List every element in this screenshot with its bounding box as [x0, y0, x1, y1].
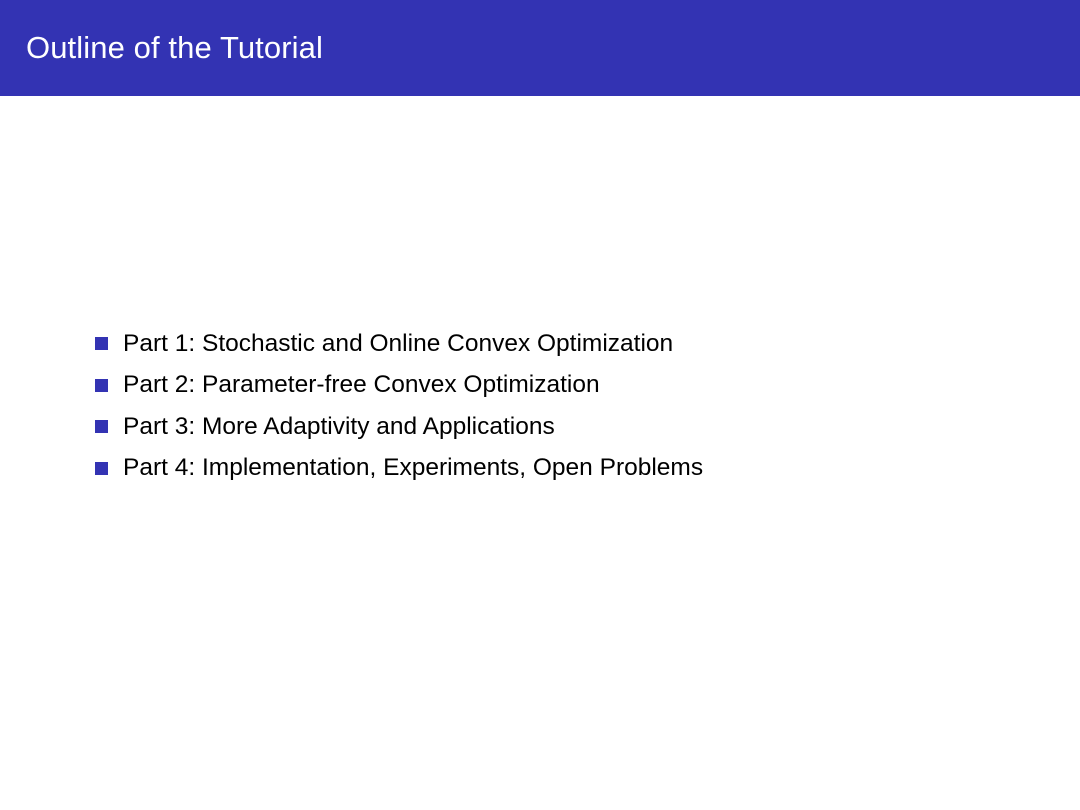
slide-title: Outline of the Tutorial — [26, 30, 323, 65]
outline-item-part-4 — [95, 448, 703, 490]
square-bullet-icon — [95, 337, 108, 350]
outline-item-label: Part 3: More Adaptivity and Applications — [123, 412, 555, 440]
title-bar — [0, 0, 1080, 96]
outline-item-label: Part 2: Parameter-free Convex Optimization — [123, 371, 600, 399]
square-bullet-icon — [95, 420, 108, 433]
outline-item-part-2 — [95, 365, 703, 407]
square-bullet-icon — [95, 462, 108, 475]
outline-item-label: Part 1: Stochastic and Online Convex Optimization — [123, 329, 674, 357]
outline-item-label: Part 4: Implementation, Experiments, Open Problems — [123, 454, 704, 482]
outline-list — [95, 323, 703, 489]
outline-item-part-1 — [95, 323, 703, 365]
outline-item-part-3 — [95, 406, 703, 448]
square-bullet-icon — [95, 379, 108, 392]
